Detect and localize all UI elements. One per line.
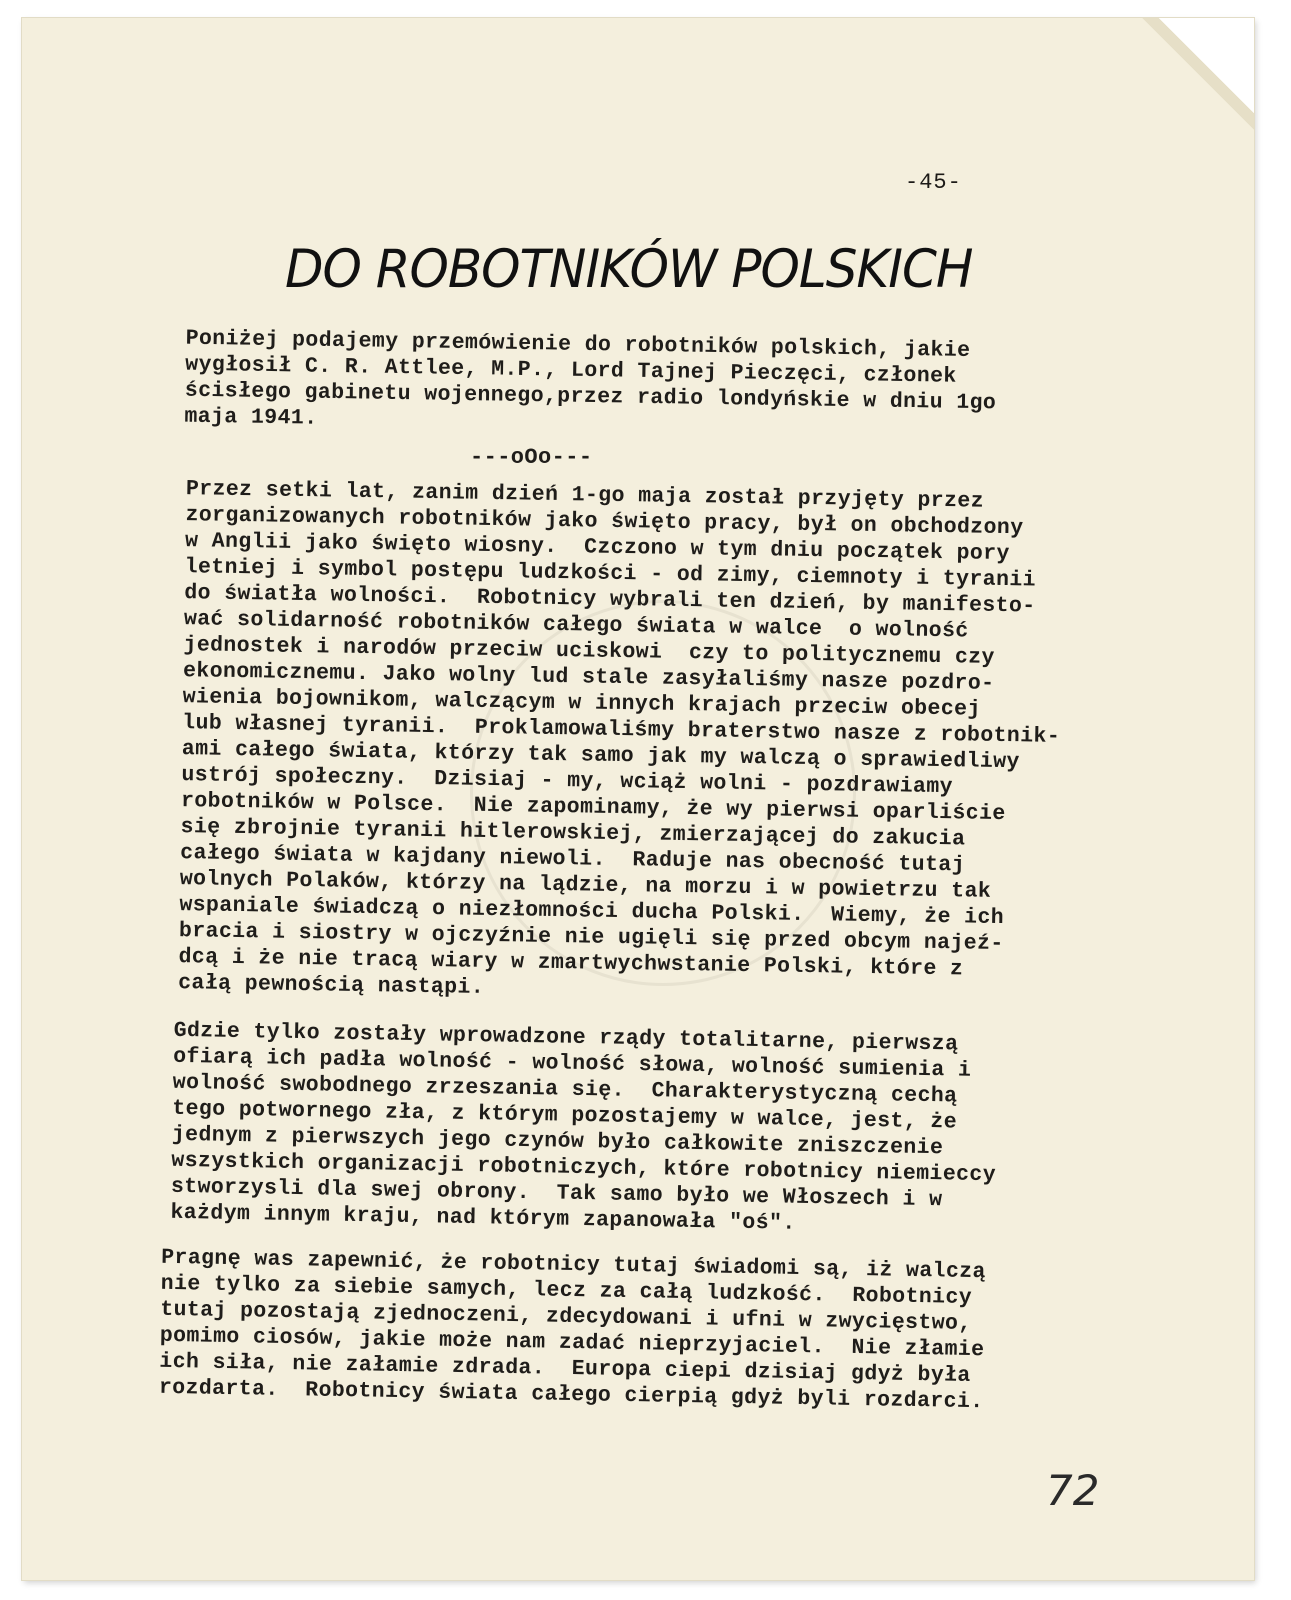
torn-corner [1104, 18, 1254, 148]
paragraph-2: Gdzie tylko zostały wprowadzone rządy totalitarne, pierwszą ofiarą ich padła wolność - wolność słowa, wolność sumienia i wolność swobodnego zrzeszania się. Charakterystyczną cechą tego potwornego zła, z którym pozostajemy w walce, jest, że jednym z pierwszych jego czynów było całkowite zniszczenie wszystkich organizacji robotniczych, które robotnicy niemieccy stworzysli dla swej obrony. Tak samo było we Włoszech i w każdym innym kraju, nad którym zapanowała "oś". [170, 1018, 997, 1236]
paragraph-1: Przez setki lat, zanim dzień 1-go maja został przyjęty przez zorganizowanych robotników jako święto pracy, był on obchodzony w Anglii jako święto wiosny. Czczono w tym dniu początek pory letniej i symbol postępu ludzkości - od zimy, ciemnoty i tyranii do światła wolności. Robotnicy wybrali ten dzień, by manifesto- wać solidarność robotników całego świata w walce o wolność jednostek i narodów przeciw uciskowi czy to politycznemu czy ekonomicznemu. Jako wolny lud stale zasyłaliśmy nasze pozdro- wienia bojownikom, walczącym w innych krajach przeciw obecej lub własnej tyranii. Proklamowaliśmy braterstwo nasze z robotnik- ami całego świata, którzy tak samo jak my walczą o sprawiedliwy ustrój społeczny. Dzisiaj - my, wciąż wolni - pozdrawiamy robotników w Polsce. Nie zapominamy, że wy pierwsi oparliście się zbrojnie tyranii hitlerowskiej, zmierzającej do zakucia całego świata w kajdany niewoli. Raduje nas obecność tutaj wolnych Polaków, którzy na lądzie, na morzu i w powietrzu tak wspaniale świadczą o niezłomności ducha Polski. Wiemy, że ich bracia i siostry w ojczyźnie nie ugięli się przed obcym najeź- dcą i że nie tracą wiary w zmartwychwstanie Polski, które z całą pewnością nastąpi. [177, 477, 1061, 1000]
document-title: DO ROBOTNIKÓW POLSKICH [285, 238, 973, 300]
paragraph-3: Pragnę was zapewnić, że robotnicy tutaj świadomi są, iż walczą nie tylko za siebie samych, lecz za całą ludzkość. Robotnicy tutaj pozostają zjednoczeni, zdecydowani i ufni w zwycięstwo, pomimo ciosów, jakie może nam zadać nieprzyjaciel. Nie złamie ich siła, nie załamie zdrada. Europa ciepi dzisiaj gdyż była rozdarta. Robotnicy świata całego cierpią gdyż byli rozdarci. [158, 1245, 987, 1415]
handwritten-archive-number: 72 [1046, 1466, 1100, 1515]
intro-paragraph: Poniżej podajemy przemówienie do robotników polskich, jakie wygłosił C. R. Attlee, M.P., Lord Tajnej Pieczęci, członek ścisłego gabinetu wojennego,przez radio londyńskie w dniu 1go maja 1941. [184, 326, 997, 431]
page-number: -45- [905, 170, 962, 195]
section-separator: ---oOo--- [470, 445, 593, 470]
